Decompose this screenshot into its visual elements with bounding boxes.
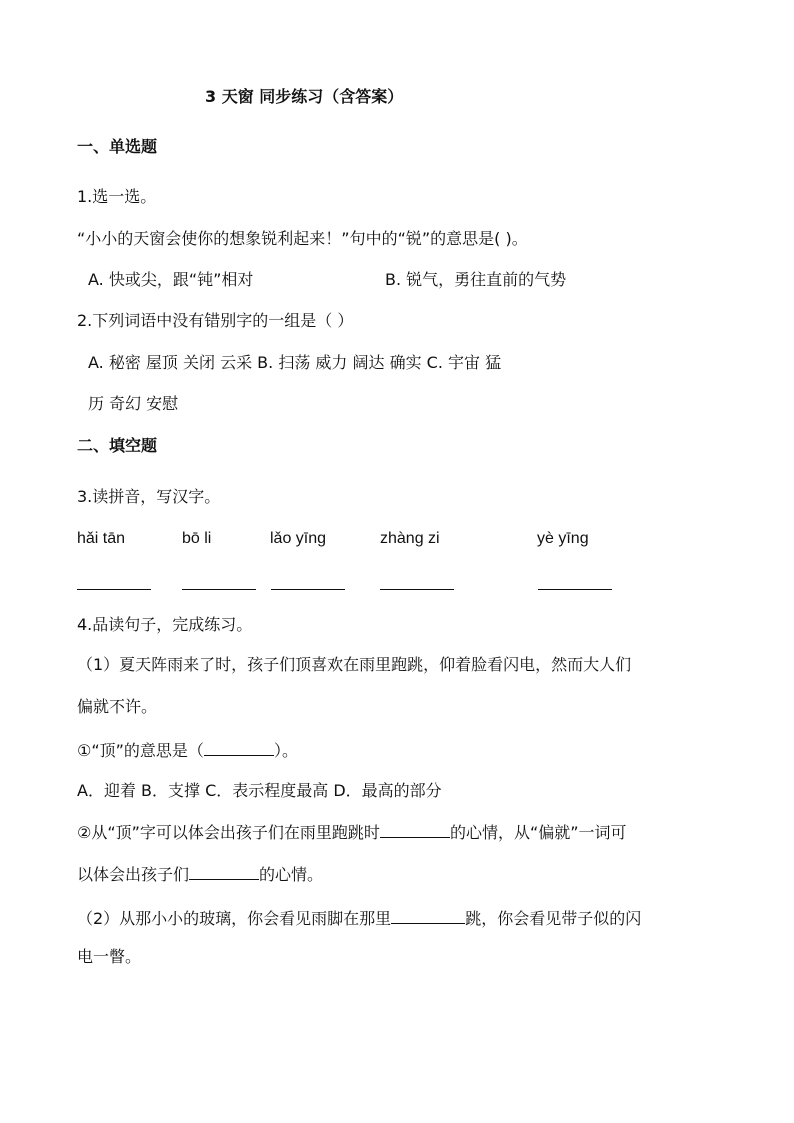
question-4-sub-1 [77,739,298,762]
question-4-passage-2-line2: 电一瞥。 [77,947,142,966]
section-heading-single-choice: 一、单选题 [77,137,158,156]
question-4-choices: A．迎着 B．支撑 C．表示程度最高 D．最高的部分 [77,781,442,800]
passage-2-blank[interactable] [391,907,465,924]
pinyin-5: yè yīng [537,530,589,547]
sub-1-blank[interactable] [204,739,274,756]
sub-2-blank-2[interactable] [189,863,259,880]
section-heading-fill-blank: 二、填空题 [77,436,158,455]
question-2-stem: 2.下列词语中没有错别字的一组是（ ） [77,311,354,330]
answer-blank-2[interactable] [182,588,256,590]
passage-2-text-a: （2）从那小小的玻璃，你会看见雨脚在那里 [77,909,392,928]
sub-2-text-b: 的心情，从“偏就”一词可 [449,823,627,842]
question-3-stem: 3.读拼音，写汉字。 [77,487,221,506]
question-1-stem: 1.选一选。 [77,187,157,206]
question-4-passage-2-line1 [77,907,641,930]
sub-2-text-c: 以体会出孩子们 [77,865,190,884]
question-4-passage-1-line1: （1）夏天阵雨来了时，孩子们顶喜欢在雨里跑跳，仰着脸看闪电，然而大人们 [77,655,632,674]
page-title: 3 天窗 同步练习（含答案） [205,87,404,106]
answer-blank-5[interactable] [538,588,612,590]
pinyin-4: zhàng zi [380,530,440,547]
question-4-sub-2-line2 [77,863,323,886]
question-1-option-a: A. 快或尖，跟“钝”相对 [88,270,254,289]
pinyin-1: hǎi tān [77,530,126,547]
passage-2-text-b: 跳，你会看见带子似的闪 [465,909,642,928]
sub-2-text-a: ②从“顶”字可以体会出孩子们在雨里跑跳时 [77,823,380,842]
sub-2-blank-1[interactable] [380,821,450,838]
question-4-sub-2-line1 [77,821,627,844]
sub-1-suffix: ）。 [273,741,298,760]
question-2-options-line1: A. 秘密 屋顶 关闭 云采 B. 扫荡 威力 阔达 确实 C. 宇宙 猛 [88,353,502,372]
question-2-options-line2: 历 奇幻 安慰 [88,394,179,413]
answer-blank-4[interactable] [380,588,454,590]
question-1-sentence: “小小的天窗会使你的想象锐利起来！”句中的“锐”的意思是( )。 [77,229,528,248]
answer-blank-1[interactable] [77,588,151,590]
pinyin-2: bō li [182,530,212,547]
answer-blank-3[interactable] [271,588,345,590]
question-4-stem: 4.品读句子，完成练习。 [77,615,253,634]
sub-2-text-d: 的心情。 [259,865,324,884]
pinyin-3: lǎo yīng [270,530,327,547]
question-4-passage-1-line2: 偏就不许。 [77,697,158,716]
question-1-option-b: B. 锐气，勇往直前的气势 [385,270,567,289]
sub-1-prefix: ①“顶”的意思是（ [77,741,204,760]
